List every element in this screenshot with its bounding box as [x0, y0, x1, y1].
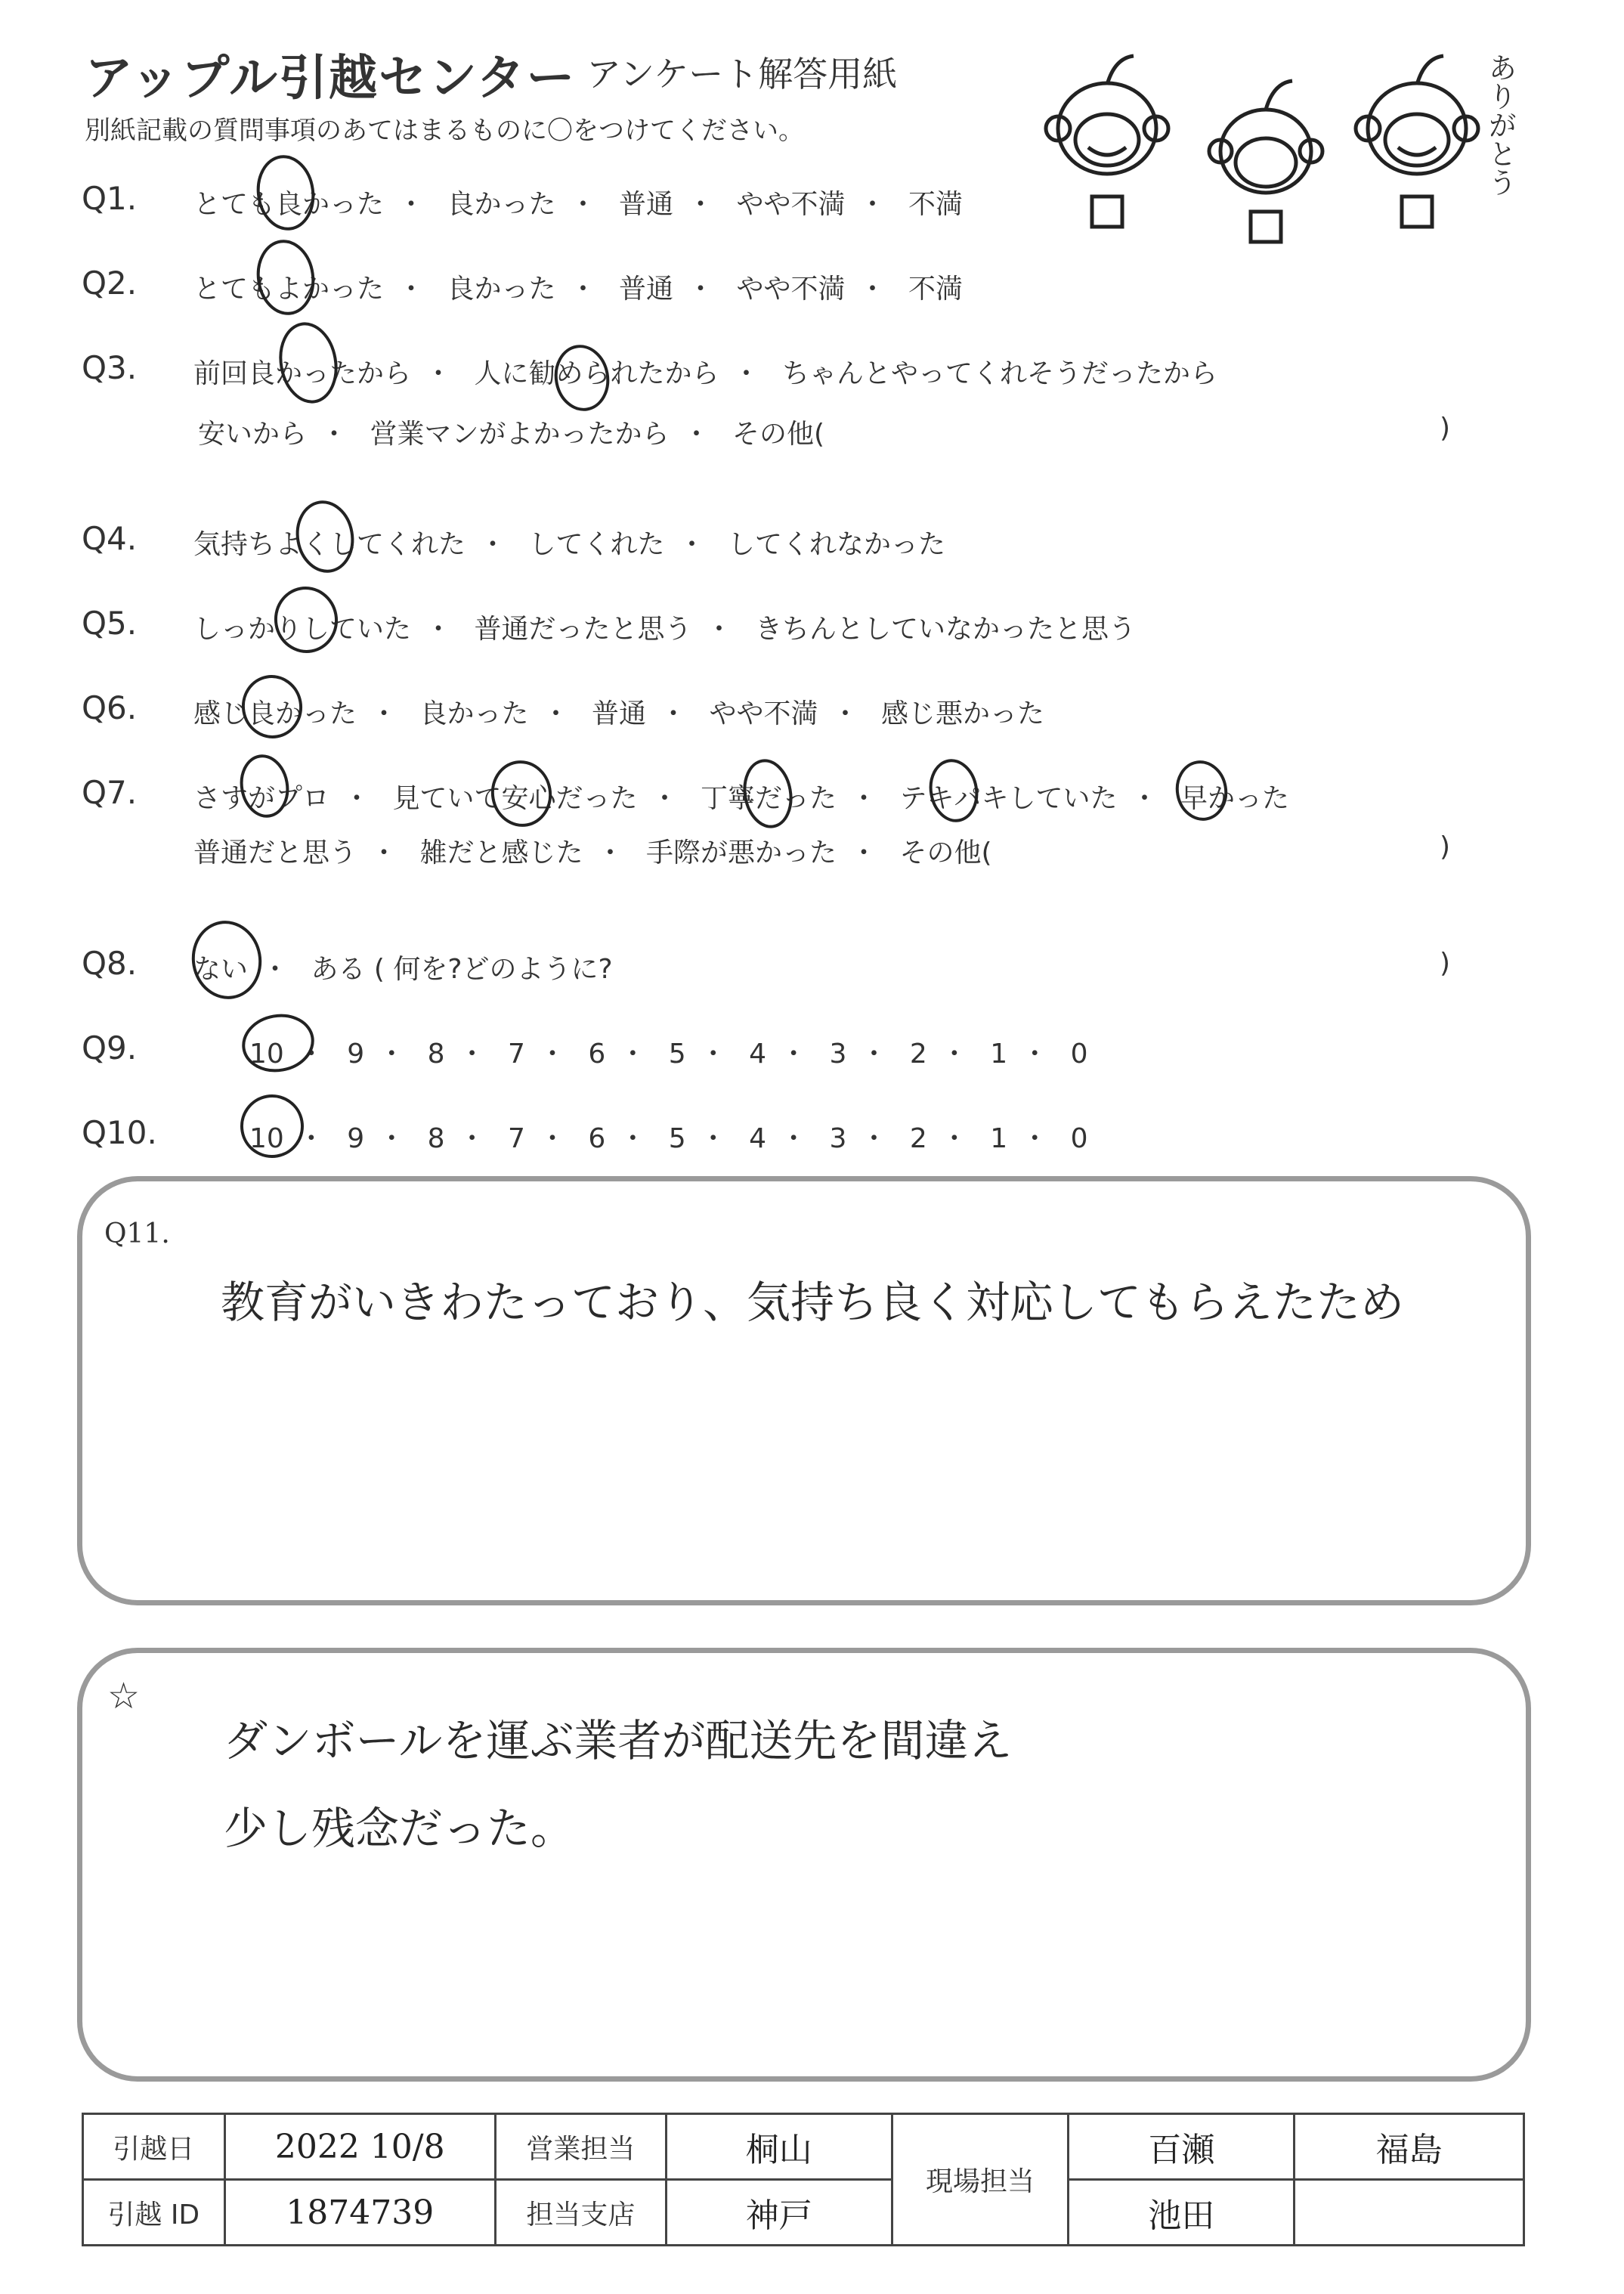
- site-staff-2[interactable]: 福島: [1295, 2114, 1524, 2180]
- comment-line-1: ダンボールを運ぶ業者が配送先を間違え: [224, 1715, 1013, 1766]
- question-label: Q10.: [82, 1114, 157, 1151]
- site-staff-1[interactable]: 百瀬: [1069, 2114, 1295, 2180]
- question-label: Q6.: [82, 689, 138, 726]
- option[interactable]: 9: [347, 1039, 365, 1070]
- close-paren: ): [1440, 831, 1451, 862]
- option[interactable]: やや不満: [736, 189, 846, 220]
- move-id-value[interactable]: 1874739: [224, 2180, 495, 2246]
- option[interactable]: 不満: [908, 189, 963, 220]
- option[interactable]: 安いから: [198, 419, 308, 450]
- option[interactable]: 普通: [618, 274, 673, 305]
- option[interactable]: 1: [990, 1123, 1008, 1154]
- option[interactable]: してくれた: [528, 529, 665, 560]
- option[interactable]: さすがプロ: [193, 783, 330, 814]
- form-title: アンケート解答用紙: [586, 54, 898, 94]
- option[interactable]: やや不満: [709, 698, 818, 729]
- move-date-label: 引越日: [83, 2114, 225, 2180]
- option[interactable]: 5: [668, 1039, 686, 1070]
- q9-scale: 10 ・ 9 ・ 8 ・ 7 ・ 6 ・ 5 ・ 4 ・ 3 ・ 2 ・ 1 ・ 0: [249, 1039, 1088, 1070]
- option[interactable]: 普通: [591, 698, 646, 729]
- option[interactable]: ある ( 何を?どのように?: [311, 954, 613, 985]
- option[interactable]: 丁寧だった: [700, 783, 837, 814]
- option[interactable]: 2: [909, 1123, 927, 1154]
- option[interactable]: 9: [347, 1123, 365, 1154]
- question-label: Q4.: [82, 520, 138, 557]
- move-date-value[interactable]: 2022 10/8: [224, 2114, 495, 2180]
- option[interactable]: 良かった: [447, 274, 556, 305]
- option[interactable]: 気持ちよくしてくれた: [193, 529, 466, 560]
- mascot-caption: ありがとう: [1483, 53, 1517, 197]
- question-label: Q9.: [82, 1029, 138, 1067]
- q7-options: さすがプロ ・ 見ていて安心だった ・ 丁寧だった ・ テキパキしていた ・ 早かった: [193, 783, 1289, 814]
- option[interactable]: 8: [427, 1039, 445, 1070]
- option[interactable]: きちんとしていなかったと思う: [754, 614, 1136, 645]
- monkey-mascot-illustration: [990, 45, 1519, 249]
- option[interactable]: 手際が悪かった: [645, 837, 837, 868]
- option[interactable]: 雑だと感じた: [419, 837, 583, 868]
- option[interactable]: 4: [749, 1039, 767, 1070]
- option[interactable]: 人に勧められたから: [474, 358, 719, 389]
- question-label: Q1.: [82, 180, 138, 217]
- q8-options: ない ・ ある ( 何を?どのように?: [193, 954, 613, 985]
- q2-options: とてもよかった ・ 良かった ・ 普通 ・ やや不満 ・ 不満: [193, 274, 963, 305]
- move-info-table: [82, 2113, 1525, 2246]
- star-icon: ☆: [107, 1675, 141, 1717]
- option[interactable]: 前回良かったから: [193, 358, 412, 389]
- option[interactable]: 8: [427, 1123, 445, 1154]
- question-label: Q7.: [82, 774, 138, 811]
- close-paren: ): [1440, 948, 1451, 979]
- close-paren: ): [1440, 413, 1451, 444]
- monkey-icon: [1209, 81, 1322, 242]
- site-staff-3[interactable]: 池田: [1069, 2180, 1295, 2246]
- option[interactable]: やや不満: [736, 274, 846, 305]
- option[interactable]: 感じ悪かった: [880, 698, 1044, 729]
- option[interactable]: 普通だったと思う: [474, 614, 692, 645]
- option[interactable]: 4: [749, 1123, 767, 1154]
- option[interactable]: 不満: [908, 274, 963, 305]
- q11-answer-text: 教育がいきわたっており、気持ち良く対応してもらえたため: [221, 1277, 1405, 1328]
- instruction-text: 別紙記載の質問事項のあてはまるものに〇をつけてください。: [85, 116, 804, 146]
- option[interactable]: 普通: [618, 189, 673, 220]
- option[interactable]: 営業マンがよかったから: [370, 419, 670, 450]
- q1-options: とても良かった ・ 良かった ・ 普通 ・ やや不満 ・ 不満: [193, 189, 963, 220]
- option[interactable]: 良かった: [447, 189, 556, 220]
- option[interactable]: してくれなかった: [727, 529, 945, 560]
- q10-scale: 10 ・ 9 ・ 8 ・ 7 ・ 6 ・ 5 ・ 4 ・ 3 ・ 2 ・ 1 ・ 0: [249, 1123, 1088, 1154]
- option[interactable]: 7: [508, 1039, 525, 1070]
- q5-options: しっかりしていた ・ 普通だったと思う ・ きちんとしていなかったと思う: [193, 614, 1136, 645]
- option[interactable]: 6: [588, 1039, 606, 1070]
- move-id-label: 引越 ID: [83, 2180, 225, 2246]
- q11-answer-box[interactable]: [77, 1176, 1531, 1605]
- branch-label: 担当支店: [495, 2180, 666, 2246]
- option[interactable]: 感じ良かった: [193, 698, 357, 729]
- monkey-icon: [1046, 56, 1168, 227]
- option[interactable]: 3: [829, 1123, 847, 1154]
- option[interactable]: 6: [588, 1123, 606, 1154]
- site-staff-label: 現場担当: [892, 2114, 1069, 2246]
- option[interactable]: 良かった: [419, 698, 529, 729]
- question-label: Q3.: [82, 349, 138, 386]
- option[interactable]: とても良かった: [193, 189, 385, 220]
- option[interactable]: 1: [990, 1039, 1008, 1070]
- option[interactable]: 見ていて安心だった: [392, 783, 638, 814]
- monkey-icon: [1356, 56, 1478, 227]
- option[interactable]: テキパキしていた: [899, 783, 1118, 814]
- option[interactable]: 0: [1070, 1123, 1088, 1154]
- q3-options: 前回良かったから ・ 人に勧められたから ・ ちゃんとやってくれそうだったから: [193, 358, 1217, 389]
- option[interactable]: 0: [1070, 1039, 1088, 1070]
- question-label: Q8.: [82, 945, 138, 982]
- q7-options-line2: 普通だと思う ・ 雑だと感じた ・ 手際が悪かった ・ その他(: [193, 837, 992, 868]
- option[interactable]: 早かった: [1180, 783, 1289, 814]
- question-label: Q2.: [82, 265, 138, 302]
- site-staff-4[interactable]: [1295, 2180, 1524, 2246]
- q4-options: 気持ちよくしてくれた ・ してくれた ・ してくれなかった: [193, 529, 945, 560]
- question-label: Q5.: [82, 605, 138, 642]
- option[interactable]: 3: [829, 1039, 847, 1070]
- option[interactable]: 2: [909, 1039, 927, 1070]
- option[interactable]: 7: [508, 1123, 525, 1154]
- sales-label: 営業担当: [495, 2114, 666, 2180]
- comment-line-2: 少し残念だった。: [224, 1803, 575, 1854]
- q3-options-line2: 安いから ・ 営業マンがよかったから ・ その他(: [198, 419, 825, 450]
- option[interactable]: 5: [668, 1123, 686, 1154]
- sales-value[interactable]: 桐山: [666, 2114, 892, 2180]
- option[interactable]: その他(: [899, 837, 992, 868]
- company-name: アップル引越センター: [85, 51, 577, 107]
- option[interactable]: ちゃんとやってくれそうだったから: [781, 358, 1217, 389]
- q11-label: Q11.: [104, 1218, 170, 1249]
- branch-value[interactable]: 神戸: [666, 2180, 892, 2246]
- option[interactable]: 10: [249, 1039, 284, 1070]
- option[interactable]: その他(: [732, 419, 825, 450]
- option[interactable]: しっかりしていた: [193, 614, 412, 645]
- q6-options: 感じ良かった ・ 良かった ・ 普通 ・ やや不満 ・ 感じ悪かった: [193, 698, 1044, 729]
- option[interactable]: ない: [193, 954, 249, 985]
- option[interactable]: 10: [249, 1123, 284, 1154]
- option[interactable]: 普通だと思う: [193, 837, 357, 868]
- option[interactable]: とてもよかった: [193, 274, 385, 305]
